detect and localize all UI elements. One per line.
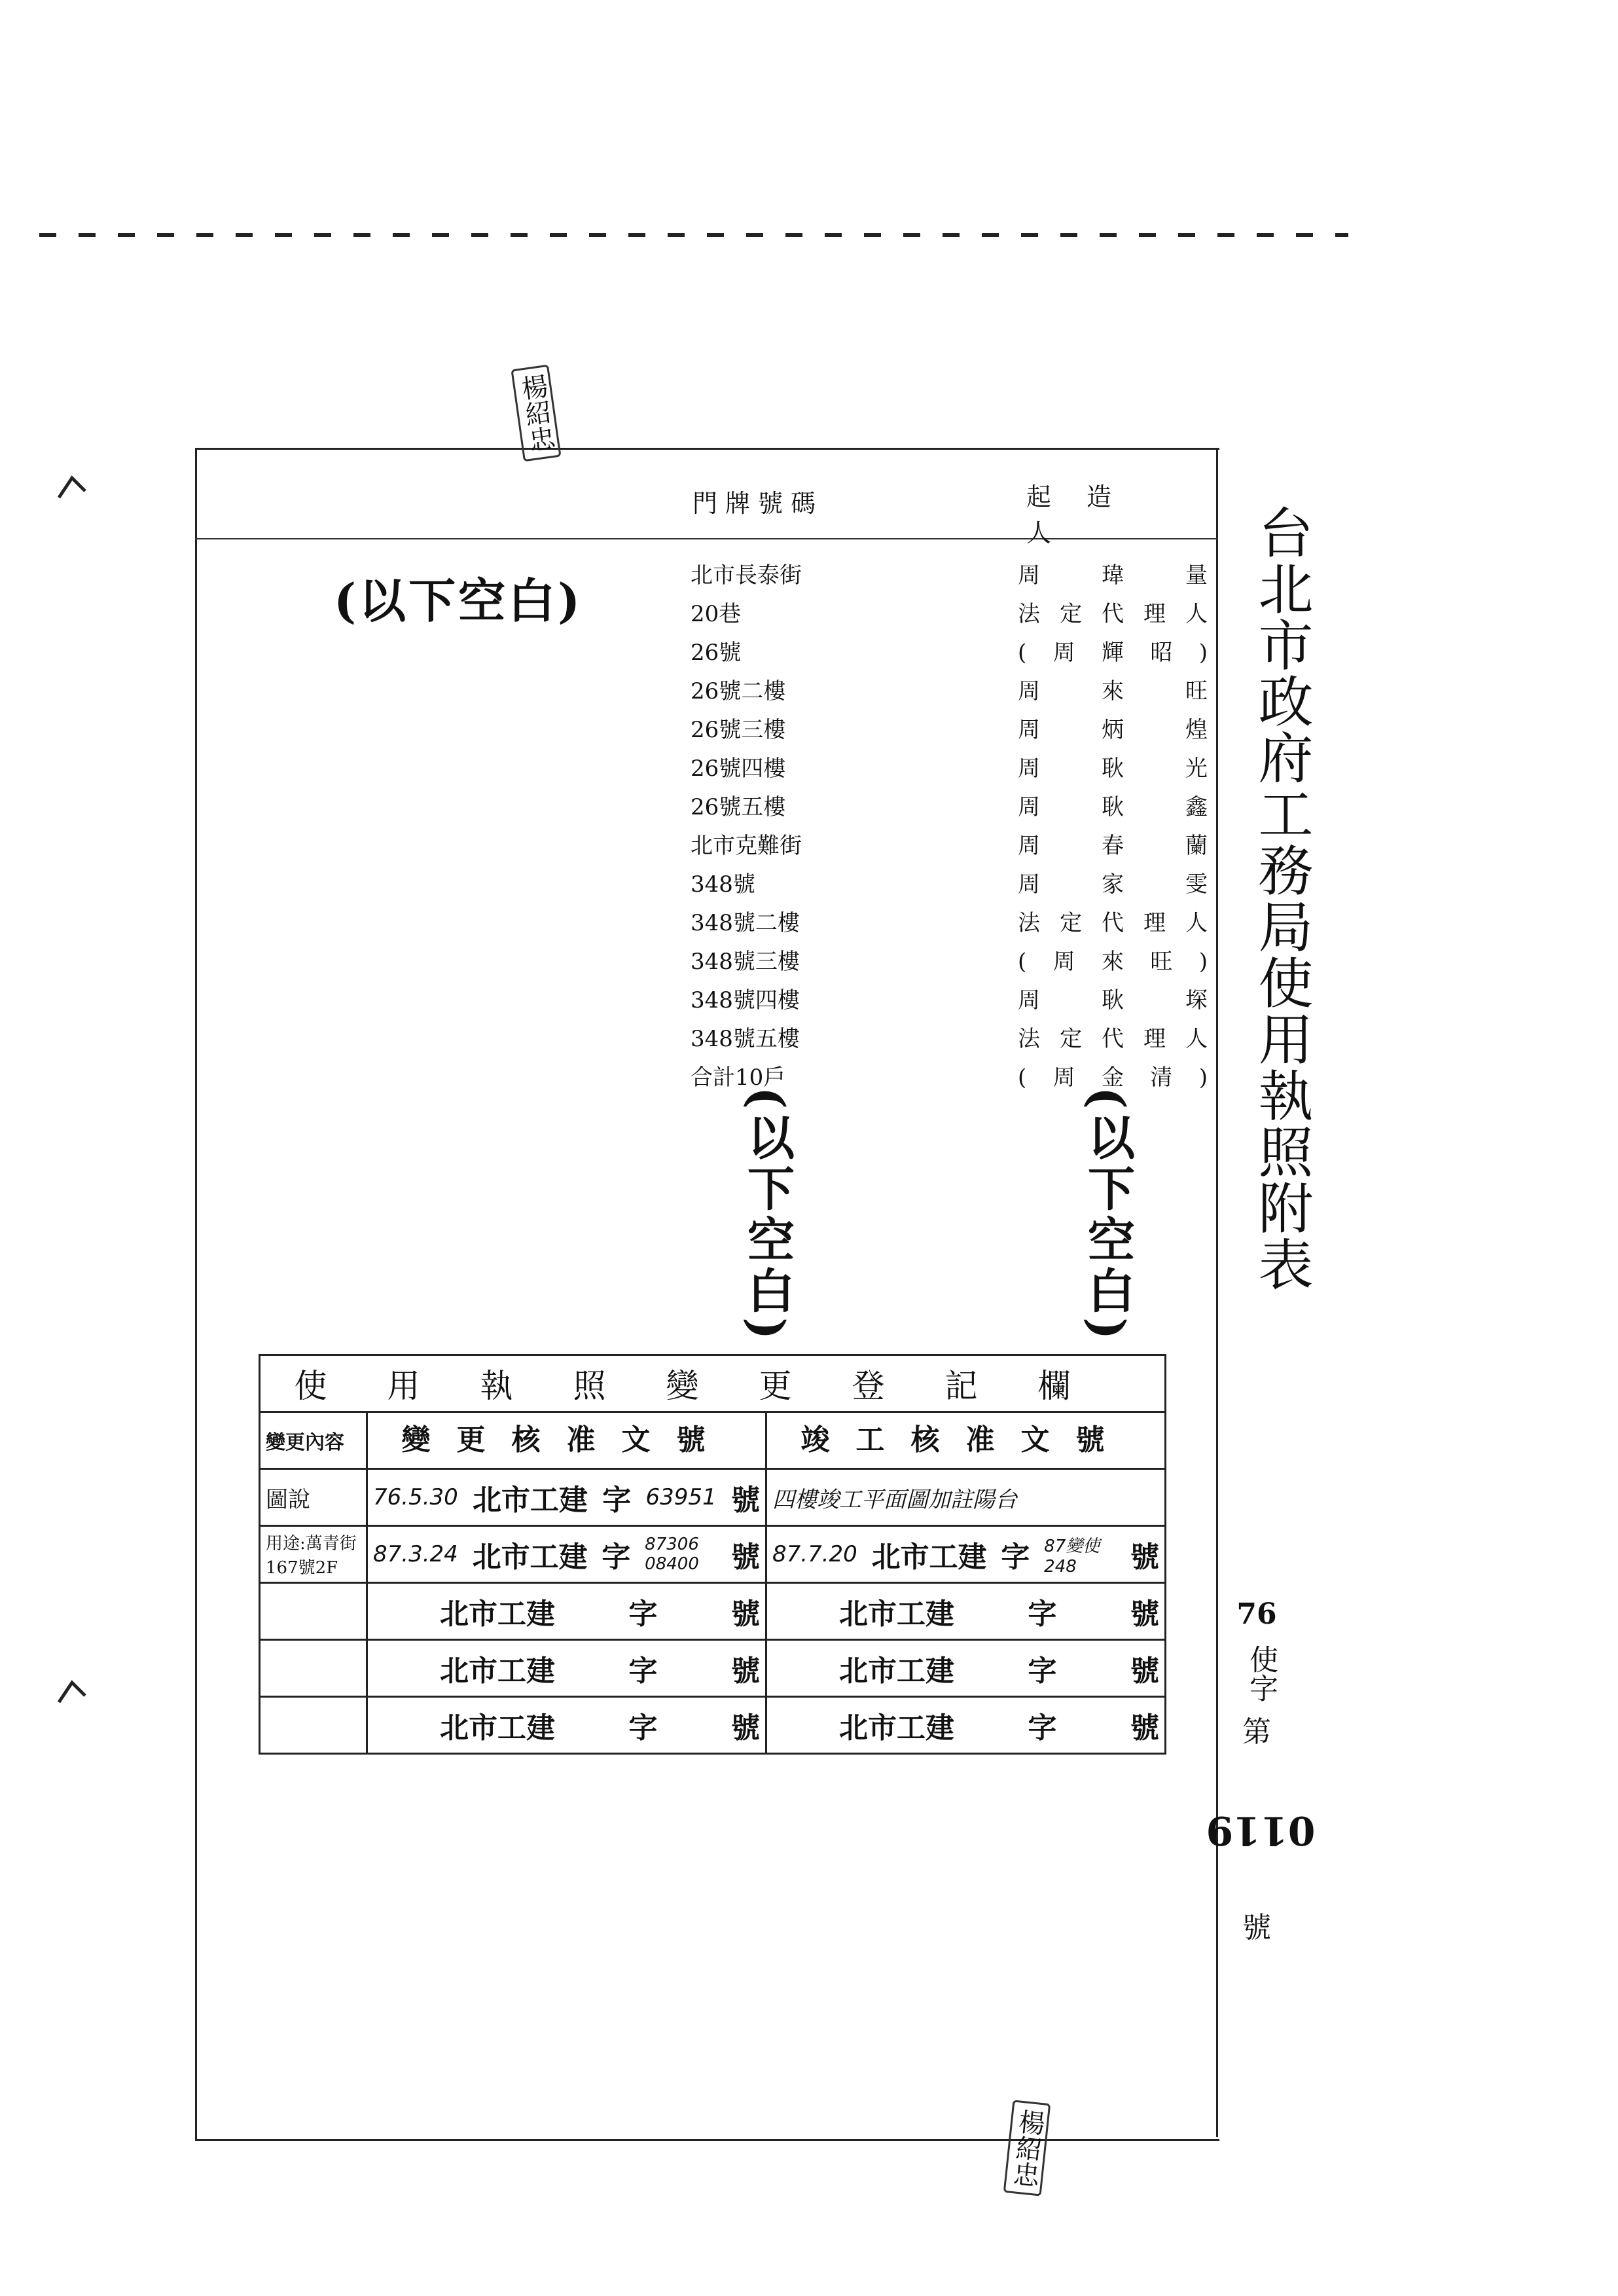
change-char: 字 [628,1597,658,1631]
binding-hole-icon [52,1676,92,1715]
completion-prefix: 北市工建 [839,1654,954,1688]
builder-item: 周來旺 [1018,678,1208,704]
change-char: 字 [628,1711,658,1745]
row-content [260,1583,367,1640]
header-change-approval: 變更核准文號 [368,1413,767,1468]
builder-list [1018,556,1208,1097]
builder-item: (周輝昭) [1018,640,1208,666]
address-list [691,556,802,1097]
address-item: 348號三樓 [691,949,800,975]
address-item: 26號四樓 [691,756,786,782]
builder-item: 周瑋量 [1018,562,1208,589]
document-title: 台北市政府工務局使用執照附表 [1249,504,1314,1292]
address-item: 26號 [691,640,742,666]
permit-type: 使字 [1244,1645,1278,1702]
completion-prefix: 北市工建 [839,1597,954,1631]
scan-edge-line [39,233,1348,237]
change-suffix: 號 [731,1654,760,1688]
binding-hole-icon [52,471,92,511]
seal-text: 楊紹忠 [1007,2107,1047,2189]
permit-number-block [1206,1584,1316,1958]
completion-suffix: 號 [1130,1540,1159,1574]
change-date: 87.3.24 [373,1541,458,1567]
change-number: 63951 [645,1484,717,1510]
address-item: 348號四樓 [691,987,800,1013]
table-row [260,1526,1166,1583]
builder-item: (周金清) [1018,1065,1208,1091]
change-prefix: 北市工建 [473,1484,588,1517]
builder-item: 周耿堔 [1018,987,1208,1013]
address-item: 合計10戶 [691,1065,786,1091]
blank-note-builder: (以下空白) [1080,1087,1136,1344]
row-content: 圖說 [260,1469,367,1526]
address-item: 北市克難街 [691,833,802,859]
table-row [260,1640,1166,1697]
address-item: 348號 [691,871,755,898]
title-divider [1216,448,1218,2137]
completion-char: 字 [1028,1597,1057,1631]
address-item: 26號三樓 [691,717,786,743]
builder-item: (周來旺) [1018,949,1208,975]
completion-suffix: 號 [1130,1711,1159,1745]
change-suffix: 號 [730,1540,760,1574]
permit-year: 76 [1236,1597,1277,1631]
completion-suffix: 號 [1130,1654,1159,1688]
completion-number: 87變使 248 [1044,1536,1100,1576]
completion-note: 四樓竣工平面圖加註陽台 [772,1486,1017,1513]
change-suffix: 號 [731,1597,760,1631]
permit-label: 第 [1242,1715,1271,1749]
seal-text: 楊紹忠 [515,372,557,454]
builder-item: 周炳煌 [1018,717,1208,743]
change-char: 字 [602,1484,632,1517]
header-completion-approval: 竣工核准文號 [800,1423,1131,1457]
completion-char: 字 [1001,1540,1030,1574]
completion-suffix: 號 [1130,1597,1159,1631]
address-item: 26號二樓 [691,678,786,704]
blank-note-left: (以下空白) [334,573,583,629]
builder-header-text: 起造人 [1026,483,1147,547]
header-content: 變更內容 [260,1412,367,1469]
blank-note-address: (以下空白) [740,1087,795,1344]
table-row [260,1469,1166,1526]
change-char: 字 [602,1540,631,1574]
change-prefix: 北市工建 [472,1540,588,1574]
table-row [260,1583,1166,1640]
table-title: 使用執照變更登記欄 [260,1355,1166,1412]
change-prefix: 北市工建 [440,1654,555,1688]
change-suffix: 號 [731,1711,760,1745]
builder-item: 周耿鑫 [1018,794,1208,820]
permit-suffix: 號 [1242,1911,1271,1944]
completion-char: 字 [1028,1711,1057,1745]
permit-number: 0119 [1206,1807,1316,1853]
change-prefix: 北市工建 [440,1711,555,1745]
builder-column-header [1026,477,1203,549]
builder-item: 法定代理人 [1018,910,1208,936]
row-content: 用途:萬青街167號2F [260,1526,367,1583]
change-suffix: 號 [730,1484,760,1517]
change-number: 87306 08400 [645,1535,699,1574]
row-content [260,1697,367,1754]
completion-prefix: 北市工建 [871,1540,987,1574]
builder-item: 周春蘭 [1018,833,1208,859]
completion-date: 87.7.20 [772,1541,857,1567]
change-char: 字 [628,1654,658,1688]
address-column-header: 門牌號碼 [692,489,824,518]
completion-char: 字 [1028,1654,1057,1688]
builder-item: 周耿光 [1018,756,1208,782]
builder-item: 法定代理人 [1018,601,1208,627]
change-registration-table [259,1354,1166,1755]
address-item: 26號五樓 [691,794,786,820]
builder-item: 周家雯 [1018,871,1208,898]
address-item: 348號二樓 [691,910,800,936]
change-date: 76.5.30 [373,1484,458,1510]
builder-item: 法定代理人 [1018,1026,1208,1052]
change-prefix: 北市工建 [440,1597,555,1631]
address-item: 北市長泰街 [691,562,802,589]
address-item: 20巷 [691,601,742,627]
address-item: 348號五樓 [691,1026,800,1052]
completion-prefix: 北市工建 [839,1711,954,1745]
row-content [260,1640,367,1697]
table-row [260,1697,1166,1754]
